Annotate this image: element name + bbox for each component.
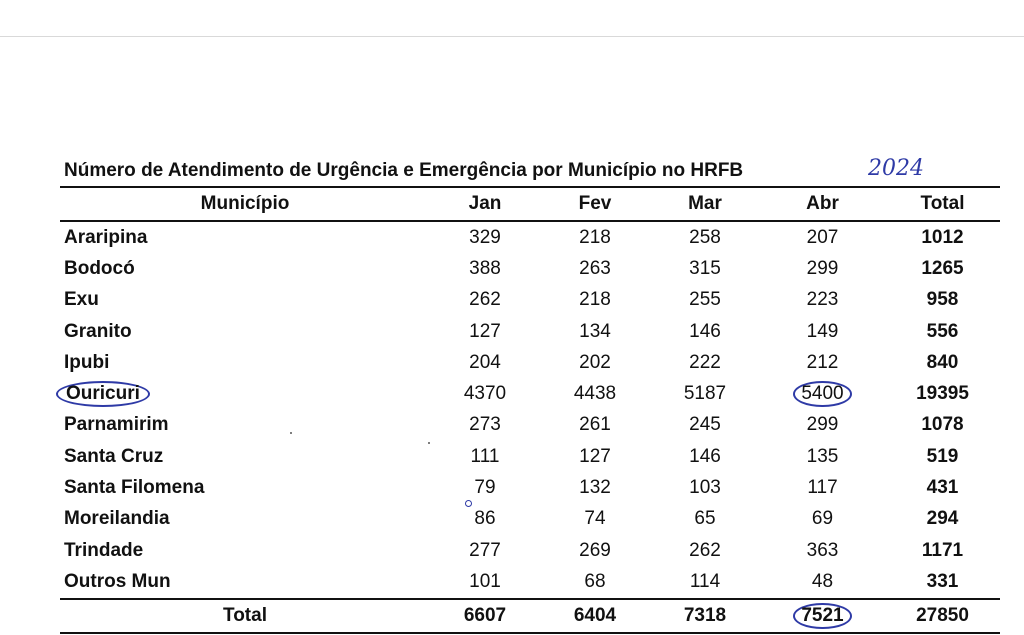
abr-cell: 117 — [807, 477, 838, 499]
municipio-cell: Outros Mun — [64, 570, 171, 592]
table-title: Número de Atendimento de Urgência e Emergência por Município no HRFB — [64, 160, 744, 181]
abr-cell: 223 — [806, 289, 839, 311]
table-row — [60, 472, 1000, 503]
table-row — [60, 504, 1000, 535]
header-municipio: Município — [60, 188, 430, 221]
total-mar: 7318 — [650, 599, 760, 633]
mar-cell: 262 — [689, 539, 721, 561]
circled-total-abr: 7521 — [793, 603, 851, 629]
municipio-cell — [60, 378, 430, 409]
abr-cell: 69 — [811, 508, 834, 530]
total-cell: 1171 — [921, 539, 964, 561]
mar-cell: 315 — [689, 257, 721, 279]
fev-cell: 68 — [584, 570, 606, 592]
jan-cell: 329 — [469, 226, 501, 248]
table-row — [60, 566, 1000, 598]
mar-cell: 222 — [689, 351, 721, 373]
fev-cell: 202 — [579, 351, 611, 373]
fev-cell: 263 — [579, 257, 611, 279]
circled-municipio: Ouricuri — [56, 381, 150, 407]
municipio-cell: Santa Filomena — [64, 477, 205, 499]
mar-cell: 103 — [689, 477, 721, 499]
abr-cell: 299 — [806, 414, 839, 436]
mar-cell: 146 — [689, 445, 721, 467]
total-cell: 519 — [926, 445, 959, 467]
mar-cell: 258 — [689, 226, 721, 248]
table-row — [60, 410, 1000, 441]
abr-cell: 363 — [806, 539, 839, 561]
mar-cell: 114 — [689, 570, 721, 592]
total-cell: 1078 — [921, 414, 964, 436]
total-row — [60, 599, 1000, 633]
total-cell: 958 — [926, 289, 959, 311]
total-cell: 1012 — [921, 226, 964, 248]
jan-cell: 101 — [469, 570, 501, 592]
jan-cell: 127 — [469, 320, 501, 342]
fev-cell: 74 — [584, 508, 606, 530]
table-row — [60, 441, 1000, 472]
total-cell: 840 — [926, 351, 959, 373]
scan-speck — [428, 442, 430, 444]
table-row — [60, 221, 1000, 253]
top-divider — [0, 36, 1024, 37]
mar-cell: 65 — [694, 508, 716, 530]
total-cell: 556 — [926, 320, 959, 342]
mar-cell: 5187 — [683, 383, 727, 405]
total-jan: 6607 — [430, 599, 540, 633]
circled-abr-value: 5400 — [793, 381, 851, 407]
jan-cell: 204 — [469, 351, 501, 373]
abr-cell — [760, 378, 885, 409]
total-cell: 431 — [926, 477, 959, 499]
total-fev: 6404 — [540, 599, 650, 633]
abr-cell: 212 — [806, 351, 839, 373]
header-fev: Fev — [540, 188, 650, 221]
mar-cell: 245 — [689, 414, 721, 436]
municipio-cell: Exu — [64, 289, 99, 311]
abr-cell: 135 — [806, 445, 839, 467]
header-jan: Jan — [430, 188, 540, 221]
municipio-cell: Granito — [64, 320, 132, 342]
jan-cell: 4370 — [463, 383, 507, 405]
jan-cell: 273 — [469, 414, 501, 436]
scan-speck — [290, 432, 292, 434]
fev-cell: 218 — [579, 289, 611, 311]
total-cell: 19395 — [916, 383, 969, 405]
ink-mark — [465, 500, 472, 507]
handwritten-year-note: 2024 — [868, 156, 924, 181]
municipio-cell: Santa Cruz — [64, 445, 164, 467]
total-abr — [760, 599, 885, 633]
municipio-cell: Parnamirim — [64, 414, 169, 436]
municipio-cell: Ipubi — [64, 351, 110, 373]
document-page — [60, 150, 1000, 634]
municipio-cell: Moreilandia — [64, 508, 170, 530]
title-row — [60, 150, 1000, 188]
table-row — [60, 285, 1000, 316]
fev-cell: 134 — [579, 320, 611, 342]
mar-cell: 146 — [689, 320, 721, 342]
jan-cell: 262 — [469, 289, 501, 311]
table-row — [60, 253, 1000, 284]
fev-cell: 127 — [579, 445, 611, 467]
total-cell: 331 — [926, 570, 959, 592]
jan-cell: 79 — [474, 477, 496, 499]
abr-cell: 299 — [806, 257, 839, 279]
header-row — [60, 188, 1000, 221]
jan-cell: 277 — [469, 539, 501, 561]
table-row — [60, 316, 1000, 347]
abr-cell: 48 — [811, 570, 834, 592]
table-row — [60, 378, 1000, 409]
mar-cell: 255 — [689, 289, 721, 311]
total-cell: 1265 — [921, 257, 964, 279]
jan-cell: 86 — [474, 508, 496, 530]
jan-cell: 111 — [470, 445, 500, 467]
fev-cell: 132 — [579, 477, 611, 499]
fev-cell: 4438 — [573, 383, 617, 405]
total-cell: 294 — [926, 508, 959, 530]
header-total: Total — [885, 188, 1000, 221]
jan-cell: 388 — [469, 257, 501, 279]
fev-cell: 261 — [579, 414, 611, 436]
fev-cell: 269 — [579, 539, 611, 561]
municipio-cell: Bodocó — [64, 257, 135, 279]
municipio-cell: Araripina — [64, 226, 148, 248]
header-abr: Abr — [760, 188, 885, 221]
total-total: 27850 — [885, 599, 1000, 633]
attendance-table — [60, 188, 1000, 634]
table-row — [60, 347, 1000, 378]
fev-cell: 218 — [579, 226, 611, 248]
header-mar: Mar — [650, 188, 760, 221]
total-label: Total — [60, 599, 430, 633]
table-row — [60, 535, 1000, 566]
abr-cell: 207 — [806, 226, 839, 248]
abr-cell: 149 — [806, 320, 839, 342]
municipio-cell: Trindade — [64, 539, 144, 561]
